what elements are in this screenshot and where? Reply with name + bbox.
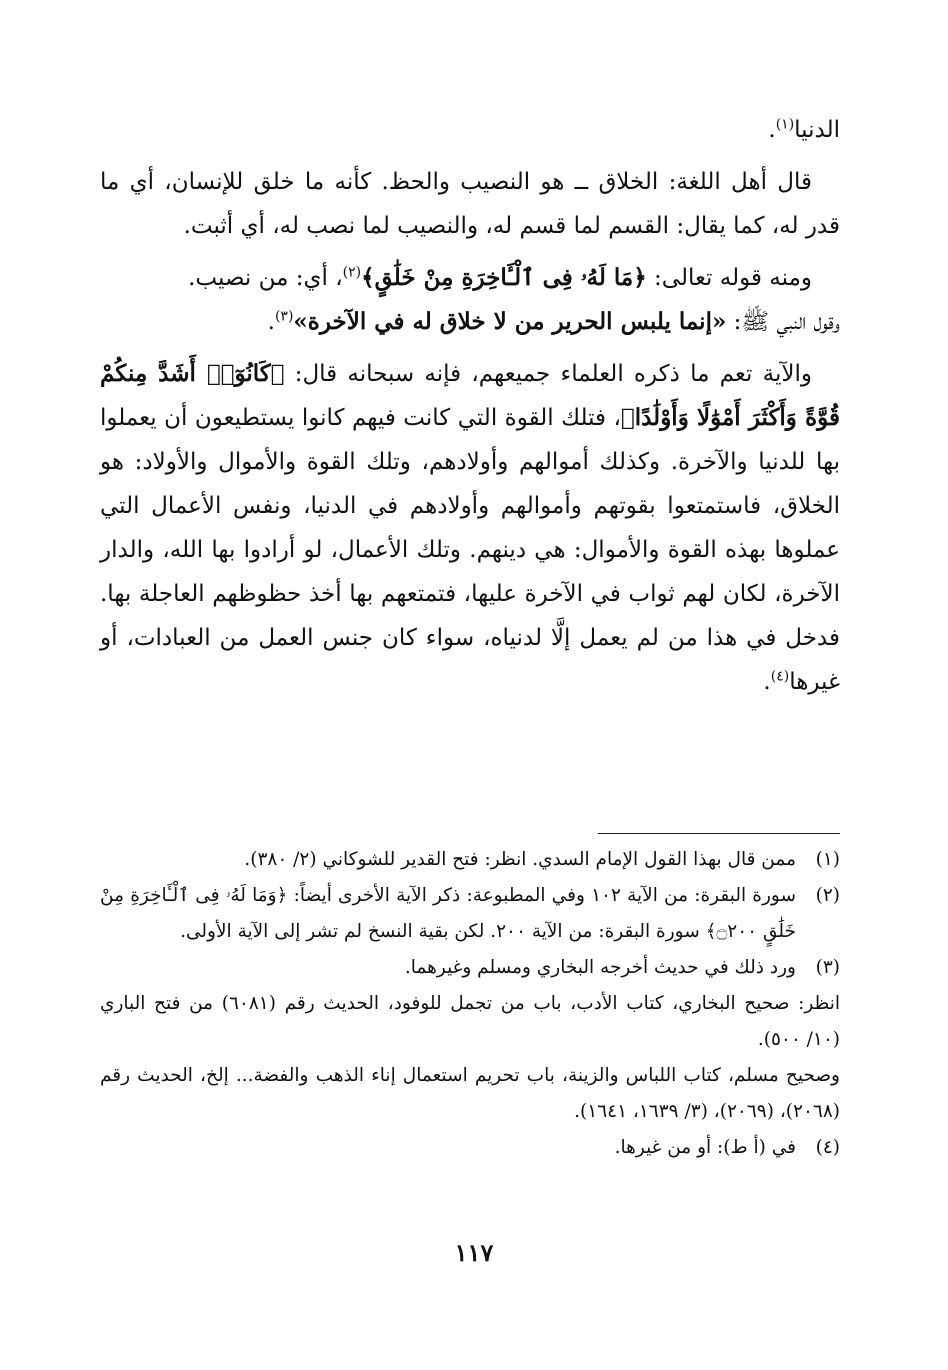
footnote-text: في (أ ط): أو من غيرها.: [614, 1137, 796, 1158]
footnote-item: [100, 1130, 840, 1166]
footnote-item: [100, 950, 840, 986]
footnote-item: [100, 878, 840, 950]
main-text: [100, 108, 840, 704]
footnote-ref-4[interactable]: (٤): [770, 668, 790, 685]
paragraph-continuation: الدنيا$^{(١)}$.: [768, 116, 840, 143]
footnote-item: [100, 842, 840, 878]
paragraph-lexical: قال أهل اللغة: الخلاق ــ هو النصيب والحظ. كأنه ما خلق للإنسان، أي ما قدر له، كما يقال: القسم لما قسم له، والنصيب لما نصب له، أي أثبت.: [100, 169, 840, 239]
footnote-number: (٣): [815, 957, 840, 978]
footnote-text: ممن قال بهذا القول الإمام السدي. انظر: فتح القدير للشوكاني (٢/ ٣٨٠).: [244, 849, 796, 870]
footnote-text: سورة البقرة: من الآية ١٠٢ وفي المطبوعة: ذكر الآية الأخرى أيضاً: ﴿وَمَا لَهُۥ فِى ٱلْـَٔاخِرَةِ مِنْ خَلَٰقٍ ۝٢٠٠﴾ سورة البقرة: من الآية ٢٠٠. لكن بقية النسخ لم تشر إلى الآية الأولى.: [100, 885, 796, 942]
hadith-quote: «إنما يلبس الحرير من لا خلاق له في الآخرة»: [293, 308, 727, 335]
paragraph-quran-verse: ومنه قوله تعالى: ﴿مَا لَهُۥ فِى ٱلْـَٔاخِرَةِ مِنْ خَلَٰقٍ﴾$^{(٢)}$، أي: من نصيب.: [188, 264, 812, 291]
footnote-text: ورد ذلك في حديث أخرجه البخاري ومسلم وغيرهما.: [404, 957, 796, 978]
footnote-ref-2[interactable]: (٢): [342, 264, 362, 281]
quran-quote: ﴿كَانُوٓا۟ أَشَدَّ مِنكُمْ قُوَّةً وَأَكْثَرَ أَمْوَٰلًا وَأَوْلَٰدًا﴾: [100, 360, 840, 431]
quran-quote: ﴿مَا لَهُۥ فِى ٱلْـَٔاخِرَةِ مِنْ خَلَٰقٍ﴾: [361, 264, 647, 291]
footnote-continuation: انظر: صحيح البخاري، كتاب الأدب، باب من تجمل للوفود، الحديث رقم (٦٠٨١) من فتح الباري (١٠/ ٥٠٠).: [100, 993, 840, 1050]
footnote-number: (٢): [815, 885, 840, 906]
footnote-continuation: وصحيح مسلم، كتاب اللباس والزينة، باب تحريم استعمال إناء الذهب والفضة... إلخ، الحديث رقم (٢٠٦٨)، (٢٠٦٩)، (٣/ ١٦٣٩، ١٦٤١).: [100, 1065, 840, 1122]
footnotes: [100, 842, 840, 1166]
footnote-divider: [598, 833, 840, 834]
paragraph-hadith: وقول النبي ﷺ: «إنما يلبس الحرير من لا خلاق له في الآخرة»$^{(٣)}$.: [267, 308, 840, 335]
footnote-ref-3[interactable]: (٣): [274, 308, 294, 325]
footnote-number: (٤): [815, 1137, 840, 1158]
page-number: ١١٧: [454, 1238, 494, 1267]
footnote-ref-1[interactable]: (١): [775, 116, 795, 133]
paragraph-explanation: والآية تعم ما ذكره العلماء جميعهم، فإنه سبحانه قال: ﴿كَانُوٓا۟ أَشَدَّ مِنكُمْ قُوَّةً وَأَكْثَرَ أَمْوَٰلًا وَأَوْلَٰدًا﴾، فتلك القوة التي كانت فيهم كانوا يستطيعون أن يعملوا بها للدنيا والآخرة. وكذلك أموالهم وأولادهم، وتلك القوة والأموال والأولاد: هو الخلاق، فاستمتعوا بقوتهم وأموالهم وأولادهم في الدنيا، ونفس الأعمال التي عملوها بهذه القوة والأموال: هي دينهم. وتلك الأعمال، لو أرادوا بها الله، والدار الآخرة، لكان لهم ثواب في الآخرة عليها، فتمتعهم بها أخذ حظوظهم العاجلة بها. فدخل في هذا من لم يعمل إلَّا لدنياه، سواء كان جنس العمل من العبادات، أو غيرها$^{(٤)}$.: [100, 360, 840, 695]
footnote-number: (١): [815, 849, 840, 870]
